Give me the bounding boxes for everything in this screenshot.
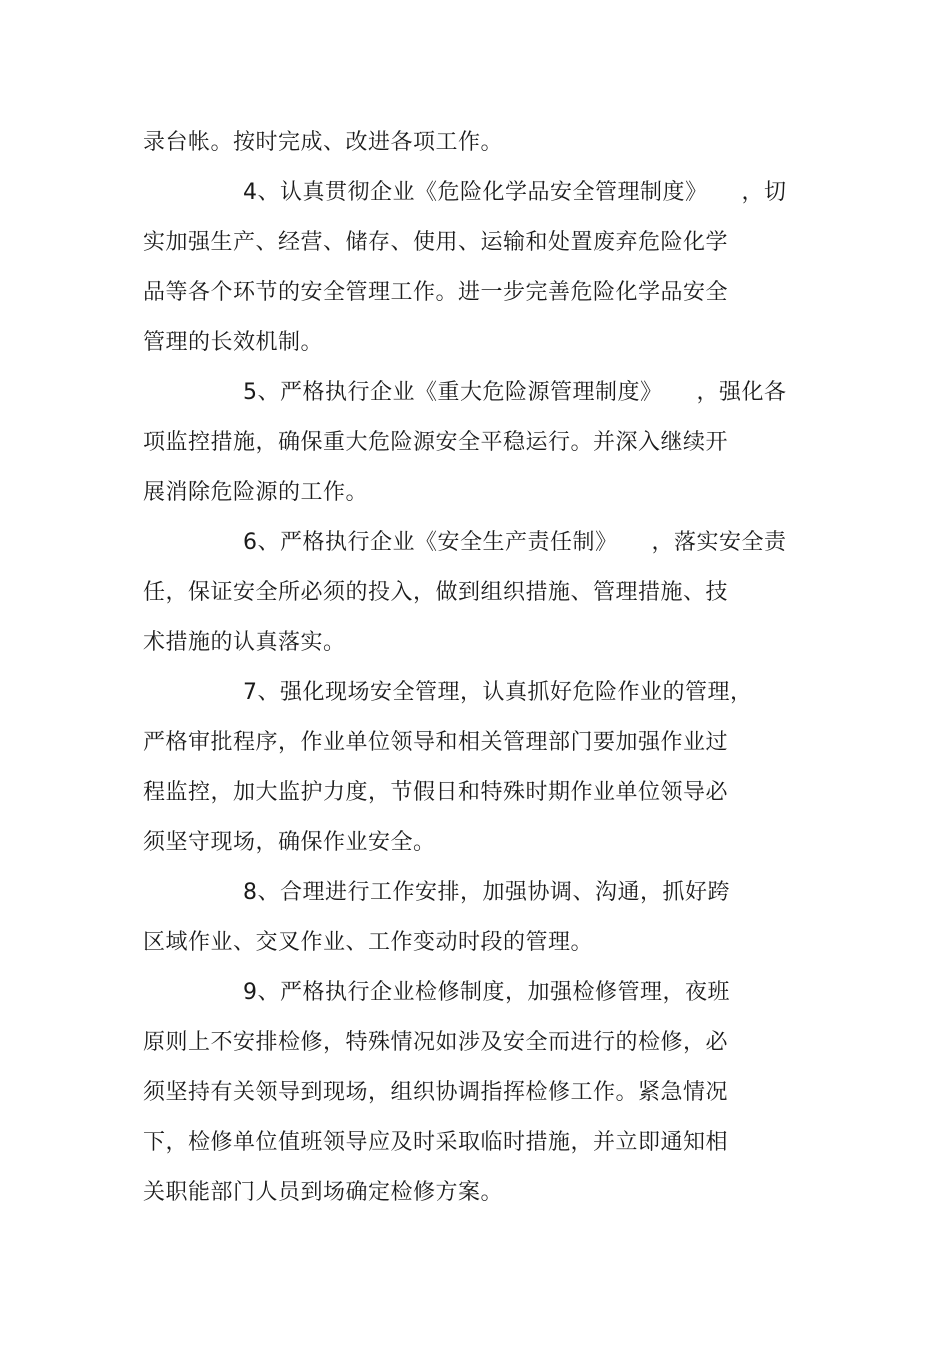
text-line: 须坚守现场，确保作业安全。	[143, 830, 436, 855]
text-line: 术措施的认真落实。	[143, 630, 346, 655]
item-4-line: 4、认真贯彻企业《危险化学品安全管理制度》 ，切	[243, 180, 787, 205]
text-line: 展消除危险源的工作。	[143, 480, 369, 505]
text-line: 程监控，加大监护力度，节假日和特殊时期作业单位领导必	[143, 780, 729, 805]
text-line: 管理的长效机制。	[143, 330, 324, 355]
text-line: 任，保证安全所必须的投入，做到组织措施、管理措施、技	[143, 580, 729, 605]
item-8-line: 8、合理进行工作安排，加强协调、沟通，抓好跨	[243, 880, 730, 905]
text-line: 实加强生产、经营、储存、使用、运输和处置废弃危险化学	[143, 230, 729, 255]
text-line: 录台帐。按时完成、改进各项工作。	[143, 130, 504, 155]
text-line: 原则上不安排检修，特殊情况如涉及安全而进行的检修，必	[143, 1030, 729, 1055]
text-line: 严格审批程序，作业单位领导和相关管理部门要加强作业过	[143, 730, 729, 755]
text-line: 关职能部门人员到场确定检修方案。	[143, 1180, 504, 1205]
text-line: 须坚持有关领导到现场，组织协调指挥检修工作。紧急情况	[143, 1080, 729, 1105]
text-line: 品等各个环节的安全管理工作。进一步完善危险化学品安全	[143, 280, 729, 305]
item-5-line: 5、严格执行企业《重大危险源管理制度》 ，强化各	[243, 380, 787, 405]
item-9-line: 9、严格执行企业检修制度，加强检修管理，夜班	[243, 980, 730, 1005]
item-6-line: 6、严格执行企业《安全生产责任制》 ，落实安全责	[243, 530, 787, 555]
text-line: 下，检修单位值班领导应及时采取临时措施，并立即通知相	[143, 1130, 729, 1155]
text-line: 区域作业、交叉作业、工作变动时段的管理。	[143, 930, 594, 955]
item-7-line: 7、强化现场安全管理，认真抓好危险作业的管理，	[243, 680, 753, 705]
text-line: 项监控措施，确保重大危险源安全平稳运行。并深入继续开	[143, 430, 729, 455]
